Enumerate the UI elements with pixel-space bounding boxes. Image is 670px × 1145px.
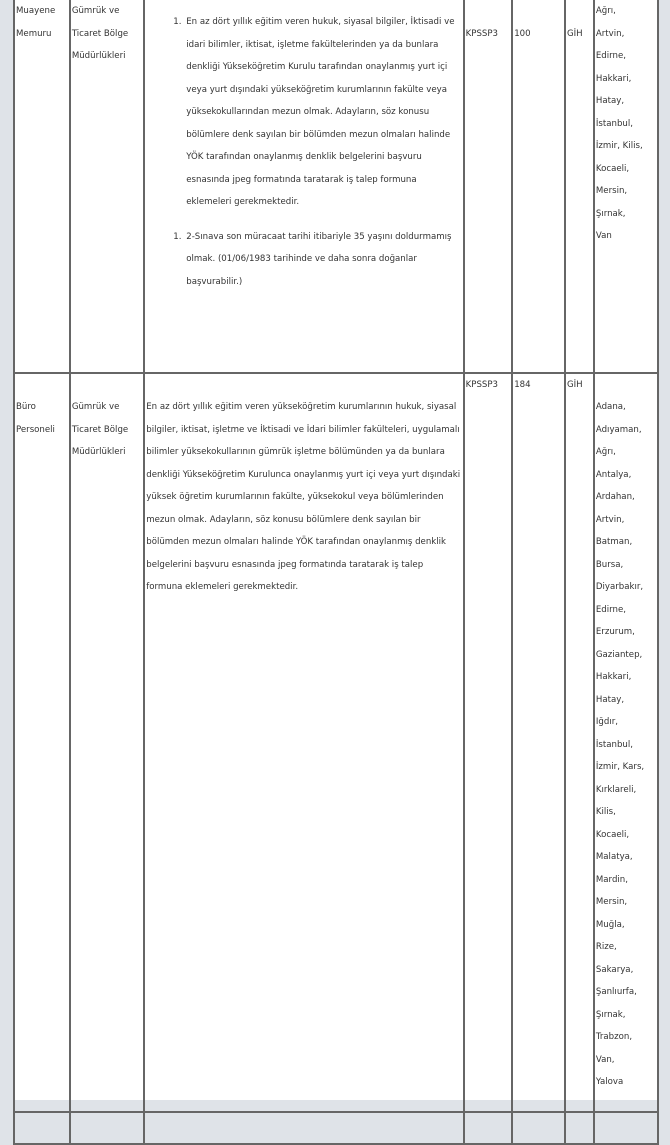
location: Ağrı, [595,447,616,457]
count-cell: 184 [512,373,565,1112]
location: Muğla, [595,919,625,930]
location: Hakkari, [595,73,632,84]
location: Şanlıurfa, [595,987,637,997]
location: Bursa, [595,559,624,570]
position-cell: Muayene Memuru [14,0,70,373]
location: Rize, [595,942,617,952]
exam-cell: KPSSP3 [464,373,513,1112]
location: Hatay, [595,694,625,705]
unit-cell: Gümrük ve Ticaret Bölge Müdürlükleri [70,373,144,1112]
location: Yalova [595,1077,624,1087]
location: Erzurum, [595,627,635,637]
location: Edirne, [595,51,626,61]
position-count: 100 [514,29,531,39]
locations-cell [594,0,658,373]
location: Adana, [595,402,626,412]
locations-cell [594,373,658,1112]
location: Van, [595,1054,615,1065]
count-cell [512,0,565,373]
location: Ardahan, [595,492,635,502]
location: Gaziantep, [595,649,643,660]
location: Kilis, [595,807,616,817]
location: Artvin, [595,28,625,39]
location: Diyarbakır, [595,582,644,592]
location: Mersin, [595,186,628,196]
location: İstanbul, [595,118,633,129]
class-cell [565,0,594,373]
requirements-cell: En az dört yıllık eğitim veren yükseköğretim kurumlarının hukuk, siyasal bilgiler, iktisat, işletme ve İktisadi ve İdari bilimler fakülteleri, uygulamalı bilimler yüksekokullarının gümrük işletme bölümünden ya da bunlara denkliği Yükseköğretim Kurulunca onaylanmış yurt içi veya yurt dışındaki yüksek öğretim kurumlarının fakülte, yüksekokul veya bölümlerinden mezun olmak. Adayların, söz konusu bölümlere denk sayılan bir bölümden mezun olmaları halinde YÖK tarafından onaylanmış denklik belgelerini başvuru esnasında jpeg formatında taratarak iş talep formuna eklemeleri gerekmektedir. [144,373,463,1112]
location: Mersin, [595,897,628,907]
location: Malatya, [595,852,633,862]
location: Hatay, [595,96,625,106]
location: Van [595,231,612,241]
location: Iğdır, [595,717,618,727]
requirement-item: 1. En az dört yıllık eğitim veren hukuk, siyasal bilgiler, İktisadi ve idari bilimler, iktisat, işletme fakültelerinden ya da bunlara denkliği Yükseköğretim Kurulu tarafından onaylanmış yurt içi veya yurt dışındaki yükseköğretim kurumlarının fakülte veya yüksekokullarından mezun olmak. Adayların, söz konusu bölümlere denk sayılan bir bölümden mezun olmaları halinde YÖK tarafından onaylanmış denklik belgelerini başvuru esnasında jpeg formatında taratarak iş talep formuna eklemeleri gerekmektedir. [184,11,461,214]
location: Mardin, [595,874,628,885]
location: Edirne, [595,604,626,615]
location: İzmir, Kars, [595,762,645,772]
table-row [14,1112,658,1144]
table-row [14,0,658,373]
location: Şırnak, [595,1009,626,1020]
position-cell: Büro Personeli [14,373,70,1112]
location: Batman, [595,537,633,547]
location: Hakkari, [595,672,632,682]
location: Kocaeli, [595,829,630,840]
location: İzmir, Kilis, [595,141,643,151]
location: Kocaeli, [595,163,630,174]
location: Kırklareli, [595,784,637,795]
requirements-cell [144,0,463,373]
table-row [14,373,658,1112]
class-cell: GİH [565,373,594,1112]
exam-cell [464,0,513,373]
location: İstanbul, [595,739,633,750]
location: Sakarya, [595,964,634,975]
positions-table [13,0,659,1145]
position-class: GİH [566,29,583,39]
location: Artvin, [595,514,625,525]
location: Ağrı, [595,6,616,16]
unit-cell: Gümrük ve Ticaret Bölge Müdürlükleri [70,0,144,373]
requirements-list [146,214,461,301]
location: Şırnak, [595,208,626,219]
requirements-list [146,0,461,214]
location: Adıyaman, [595,424,642,435]
requirement-item: 1. 2-Sınava son müracaat tarihi itibariyle 35 yaşını doldurmamış olmak. (01/06/1983 tarihinde ve daha sonra doğanlar başvurabilir.) [184,226,461,294]
location: Trabzon, [595,1032,633,1042]
exam-type: KPSSP3 [465,29,499,39]
location: Antalya, [595,469,632,480]
